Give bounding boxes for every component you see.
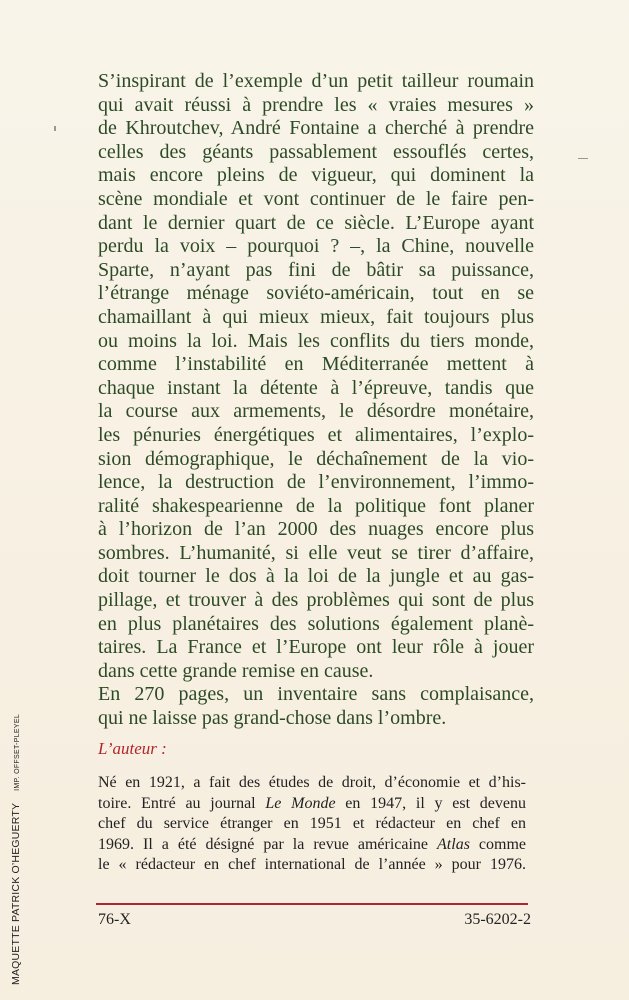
blurb-line: taires. La France et l’Europe ont leur rôle à jouer <box>98 636 534 659</box>
author-heading: L’auteur : <box>98 739 167 758</box>
blurb-line: qui ne laisse pas grand-chose dans l’ombre. <box>98 707 447 730</box>
blurb-line: Sparte, n’ayant pas fini de bâtir sa puissance, <box>98 258 534 281</box>
blurb-text <box>98 70 534 731</box>
printer-credit: IMP. OFFSET-PLEYEL <box>14 713 21 791</box>
blurb-line: scène mondiale et vont continuer de le faire pen- <box>98 187 534 210</box>
blurb-line: ou moins la loi. Mais les conflits du tiers monde, <box>98 329 534 352</box>
blurb-line: En 270 pages, un inventaire sans complaisance, <box>98 683 534 706</box>
blurb-line: doit tourner le dos à la loi de la jungle et au gas- <box>98 565 534 588</box>
author-bio-line: 1969. Il a été désigné par la revue américaine Atlas comme <box>98 835 527 853</box>
blurb-line: celles des géants passablement essouflés certes, <box>98 140 534 163</box>
blurb-line: sombres. L’humanité, si elle veut se tirer d’affaire, <box>98 541 534 564</box>
blurb-line: en plus planétaires des solutions également planè- <box>98 612 534 635</box>
author-bio-line: chef du service étranger en 1951 et rédacteur en chef en <box>98 815 526 832</box>
isbn-code: 35-6202-2 <box>464 911 531 928</box>
blurb-line: S’inspirant de l’exemple d’un petit tailleur roumain <box>98 70 534 92</box>
blurb-line: à l’horizon de l’an 2000 des nuages encore plus <box>98 518 534 541</box>
blurb-line: dans cette grande remise en cause. <box>98 659 374 682</box>
blurb-line: qui avait réussi à prendre les « vraies mesures » <box>98 93 534 116</box>
blurb-line: perdu la voix – pourquoi ? –, la Chine, nouvelle <box>98 235 534 258</box>
blurb-line: dant le dernier quart de ce siècle. L’Europe ayant <box>98 211 534 234</box>
blurb-line: ralité shakespearienne de la politique font planer <box>98 494 534 517</box>
catalog-code: 76-X <box>98 911 131 928</box>
blurb-line: sion démographique, le déchaînement de la vio- <box>98 447 534 470</box>
footer-divider <box>96 903 528 905</box>
author-bio <box>98 773 526 876</box>
design-credit <box>10 714 22 985</box>
blurb-line: mais encore pleins de vigueur, qui dominent la <box>98 164 534 187</box>
blurb-line: chamaillant à qui mieux mieux, fait toujours plus <box>98 305 534 328</box>
print-speck <box>54 126 56 131</box>
author-bio-line: Né en 1921, a fait des études de droit, d’économie et d’his- <box>98 774 526 791</box>
print-speck <box>578 158 588 159</box>
blurb-line: pillage, et trouver à des problèmes qui sont de plus <box>98 589 534 612</box>
blurb-line: l’étrange ménage soviéto-américain, tout en se <box>98 282 534 305</box>
blurb-line: de Khroutchev, André Fontaine a cherché à prendre <box>98 117 534 140</box>
blurb-line: la course aux armements, le désordre monétaire, <box>98 400 534 423</box>
blurb-line: les pénuries énergétiques et alimentaires, l’explo- <box>98 423 534 446</box>
maquette-credit: MAQUETTE PATRICK O’HEGUERTY <box>10 802 22 985</box>
author-bio-line: le « rédacteur en chef international de l’année » pour 1976. <box>98 856 526 873</box>
blurb-line: comme l’instabilité en Méditerranée mettent à <box>98 353 534 376</box>
blurb-line: chaque instant la détente à l’épreuve, tandis que <box>98 376 534 399</box>
author-bio-line: toire. Entré au journal Le Monde en 1947, il y est devenu <box>98 794 527 812</box>
blurb-line: lence, la destruction de l’environnement, l’immo- <box>98 471 534 494</box>
